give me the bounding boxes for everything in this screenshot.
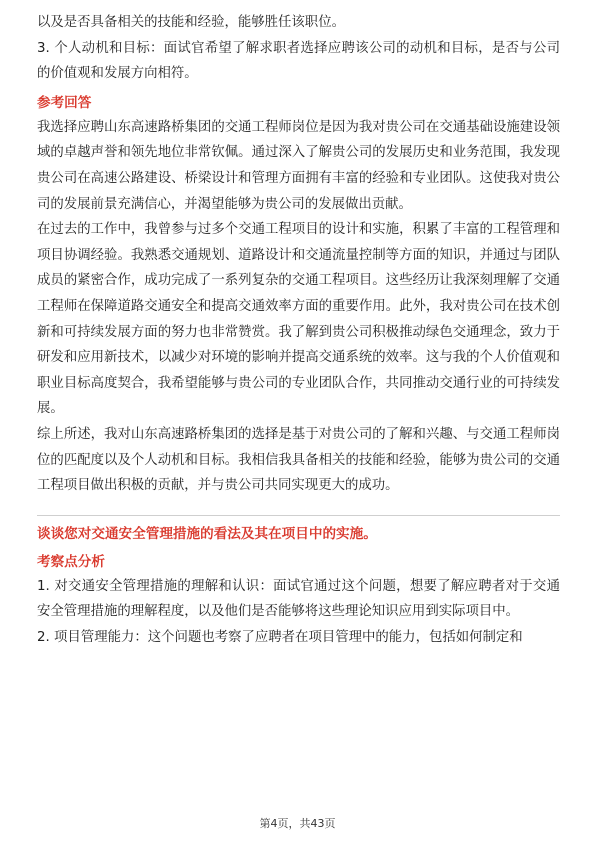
reference-answer-heading: 参考回答 [37,94,92,111]
analysis-heading: 考察点分析 [37,553,105,570]
question-title: 谈谈您对交通安全管理措施的看法及其在项目中的实施。 [37,525,377,542]
evaluation-point-3: 3. 个人动机和目标：面试官希望了解求职者选择应聘该公司的动机和目标，是否与公司的价值观和发展方向相符。 [37,40,560,82]
section-divider [37,515,560,516]
answer-paragraph-3: 综上所述，我对山东高速路桥集团的选择是基于对贵公司的了解和兴趣、与交通工程师岗位的匹配度以及个人动机和目标。我相信我具备相关的技能和经验，能够为贵公司的交通工程项目做出积极的贡献，并与贵公司共同实现更大的成功。 [37,426,560,494]
analysis-point-2: 2. 项目管理能力：这个问题也考察了应聘者在项目管理中的能力，包括如何制定和 [37,629,523,645]
document-page [37,10,560,650]
answer-paragraph-1: 我选择应聘山东高速路桥集团的交通工程师岗位是因为我对贵公司在交通基础设施建设领域的卓越声誉和领先地位非常钦佩。通过深入了解贵公司的发展历史和业务范围，我发现贵公司在高速公路建设、桥梁设计和管理方面拥有丰富的经验和专业团队。这使我对贵公司的发展前景充满信心，并渴望能够为贵公司的发展做出贡献。 [37,119,560,212]
continuation-paragraph: 以及是否具备相关的技能和经验，能够胜任该职位。 [37,15,345,30]
answer-paragraph-2: 在过去的工作中，我曾参与过多个交通工程项目的设计和实施，积累了丰富的工程管理和项目协调经验。我熟悉交通规划、道路设计和交通流量控制等方面的知识，并通过与团队成员的紧密合作，成功完成了一系列复杂的交通工程项目。这些经历让我深刻理解了交通工程师在保障道路交通安全和提高交通效率方面的重要作用。此外，我对贵公司在技术创新和可持续发展方面的努力也非常赞赏。我了解到贵公司积极推动绿色交通理念，致力于研发和应用新技术，以减少对环境的影响并提高交通系统的效率。这与我的个人价值观和职业目标高度契合，我希望能够与贵公司的专业团队合作，共同推动交通行业的可持续发展。 [37,222,560,417]
analysis-point-1: 1. 对交通安全管理措施的理解和认识：面试官通过这个问题，想要了解应聘者对于交通安全管理措施的理解程度，以及他们是否能够将这些理论知识应用到实际项目中。 [37,578,560,620]
page-number: 第4页，共43页 [259,817,336,830]
